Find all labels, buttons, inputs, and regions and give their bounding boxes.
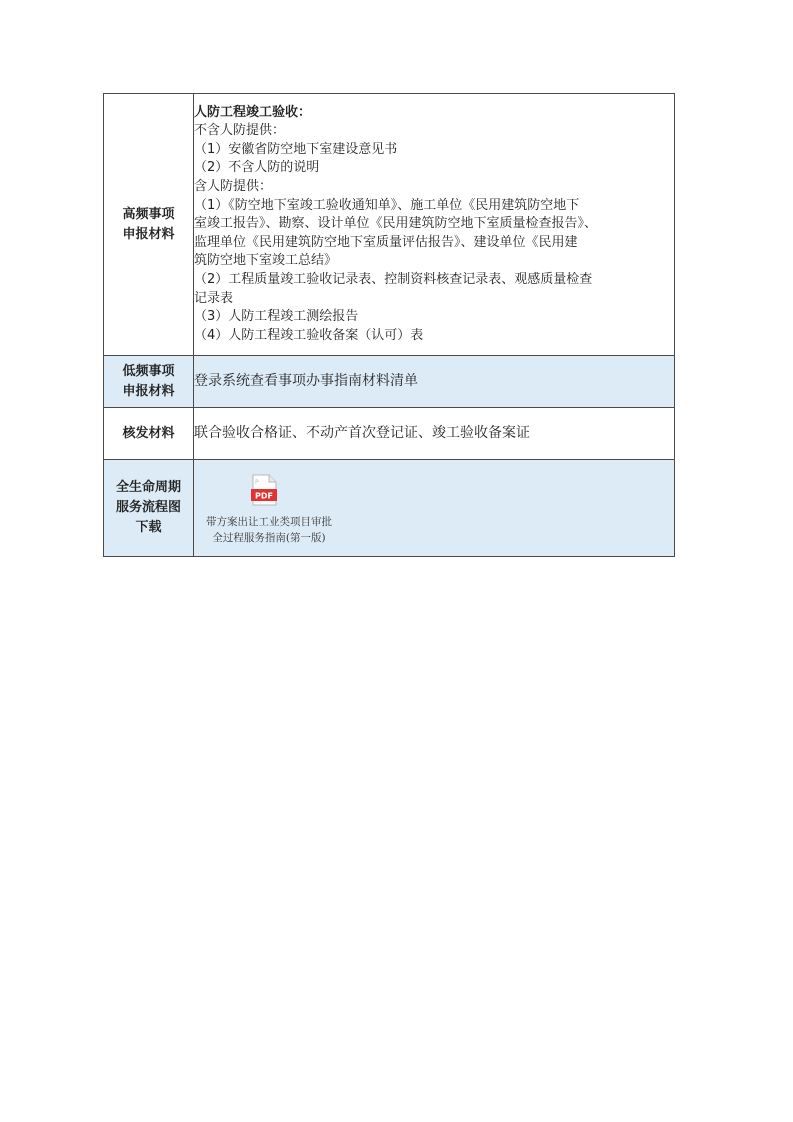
row-label-line: 低频事项 [122, 363, 175, 379]
pdf-icon-text: PDF [255, 491, 273, 501]
pdf-attachment[interactable] [194, 460, 674, 556]
section-title: 人防工程竣工验收： [194, 104, 312, 120]
pdf-attachment-caption[interactable] [194, 514, 344, 546]
material-line: 筑防空地下室竣工总结》 [194, 253, 338, 269]
material-line: 室竣工报告》、勘察、设计单位《民用建筑防空地下室质量检查报告》、 [194, 216, 598, 232]
row-label-line: 服务流程图 [115, 500, 181, 515]
material-line: （1）《防空地下室竣工验收通知单》、施工单位《民用建筑防空地下 [194, 197, 580, 213]
row-label-flow-download [104, 460, 194, 557]
service-info-table [103, 93, 675, 557]
caption-line: 带方案出让工业类项目审批 [206, 516, 332, 528]
row-label-line: 申报材料 [122, 383, 175, 399]
row-label-high-frequency [104, 94, 194, 356]
material-line: （1）安徽省防空地下室建设意见书 [194, 141, 398, 157]
row-label-line: 下载 [135, 520, 162, 535]
low-frequency-materials: 登录系统查看事项办事指南材料清单 [194, 356, 675, 408]
row-label-low-frequency [104, 356, 194, 408]
flow-download-cell [194, 460, 675, 557]
material-line: 记录表 [194, 290, 234, 306]
material-line: 含人防提供： [194, 179, 273, 195]
row-label-line: 高频事项 [122, 206, 175, 222]
material-line: （2）工程质量竣工验收记录表、控制资料核查记录表、观感质量检查 [194, 271, 593, 287]
table-row-high-frequency [104, 94, 675, 356]
table-row-low-frequency [104, 356, 675, 408]
row-label-line: 全生命周期 [115, 480, 181, 495]
material-line: （4）人防工程竣工验收备案（认可）表 [194, 327, 424, 343]
material-line: 监理单位《民用建筑防空地下室质量评估报告》、建设单位《民用建 [194, 234, 578, 250]
row-label-line: 核发材料 [122, 425, 175, 441]
pdf-file-icon[interactable] [248, 474, 280, 506]
table-row-issued-materials [104, 408, 675, 460]
high-frequency-materials [194, 94, 675, 356]
svg-text:P: P [255, 479, 259, 486]
material-line: （2）不含人防的说明 [194, 160, 320, 176]
material-line: 不含人防提供： [194, 123, 286, 139]
table-row-flow-download [104, 460, 675, 557]
material-line: （3）人防工程竣工测绘报告 [194, 309, 359, 325]
row-label-line: 申报材料 [122, 226, 175, 242]
caption-line: 全过程服务指南(第一版) [212, 532, 326, 544]
row-label-issued-materials [104, 408, 194, 460]
issued-materials: 联合验收合格证、不动产首次登记证、竣工验收备案证 [194, 408, 675, 460]
